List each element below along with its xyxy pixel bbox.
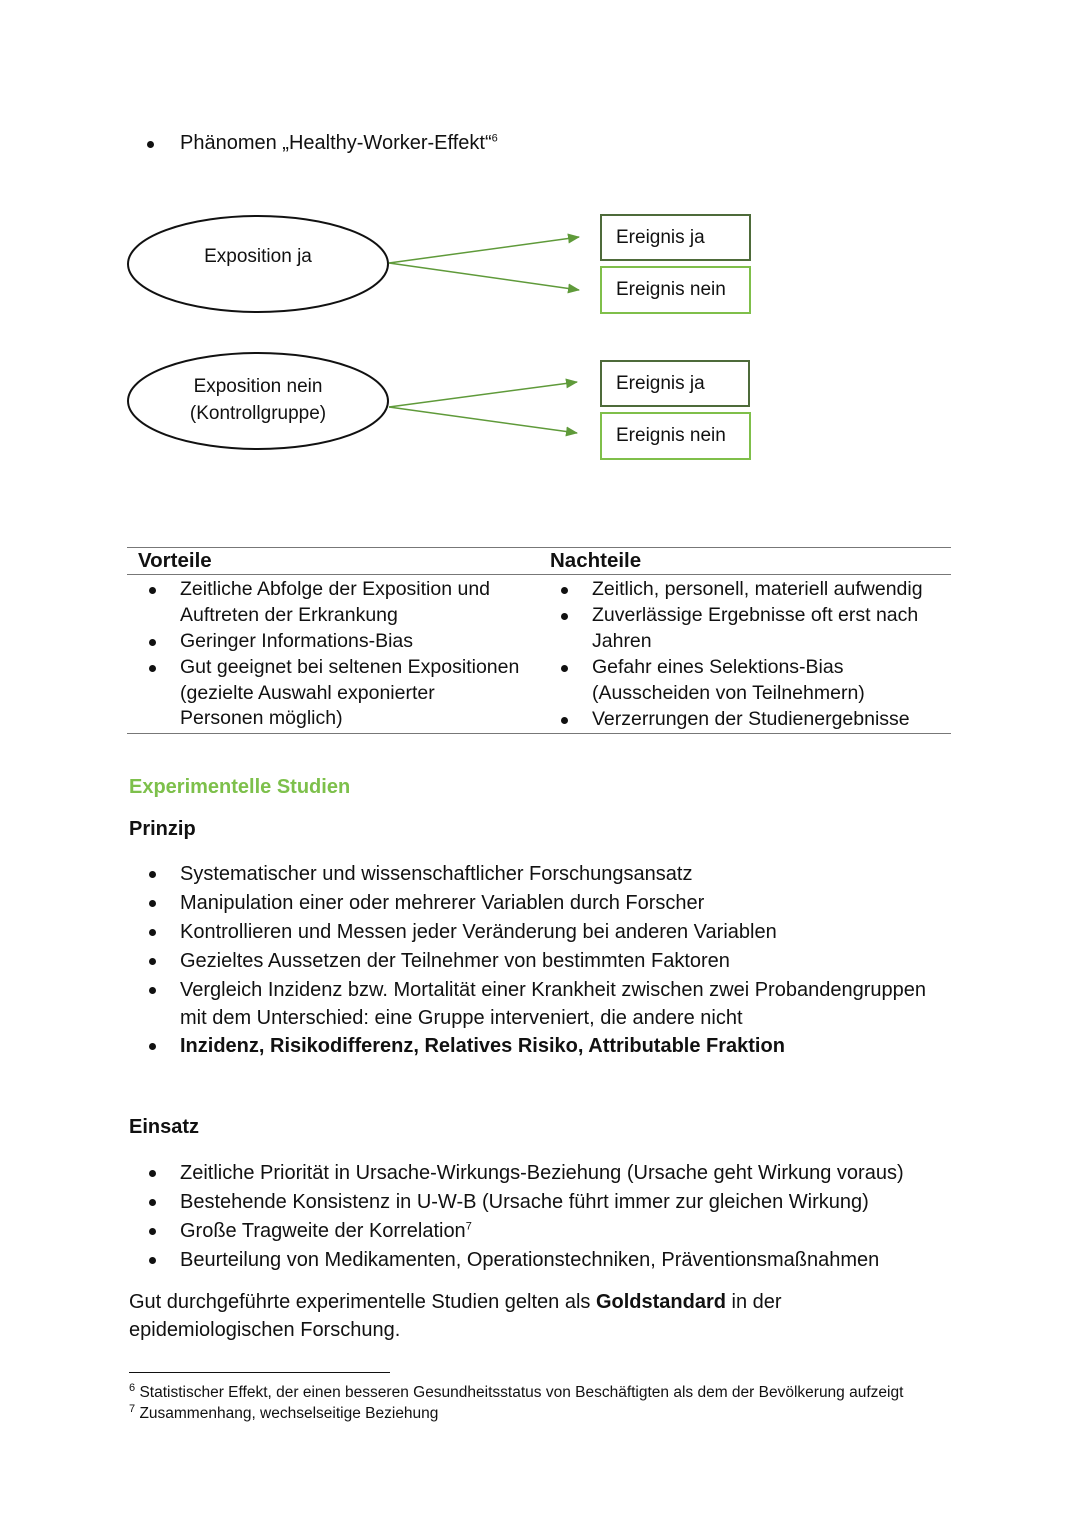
bullet-icon: [149, 987, 156, 994]
einsatz-item: Zeitliche Priorität in Ursache-Wirkungs-Beziehung (Ursache geht Wirkung voraus): [180, 1162, 904, 1184]
bullet-icon: [149, 871, 156, 878]
einsatz-heading: Einsatz: [129, 1116, 200, 1138]
event-yes-box: Ereignis ja: [600, 360, 750, 407]
bullet-icon: [149, 639, 156, 646]
bullet-icon: [149, 1228, 156, 1235]
footnote-separator: [129, 1372, 390, 1373]
nachteil-item: Verzerrungen der Studienergebnisse: [592, 708, 910, 730]
prinzip-item-bold: Inzidenz, Risikodifferenz, Relatives Risiko, Attributable Fraktion: [180, 1035, 785, 1057]
bullet-icon: [561, 665, 568, 672]
arrow-exposure-yes-event-no: [389, 263, 579, 290]
bullet-icon: [149, 1043, 156, 1050]
bullet-icon: [149, 1170, 156, 1177]
einsatz-item: Beurteilung von Medikamenten, Operationstechniken, Präventionsmaßnahmen: [180, 1249, 880, 1271]
bullet-icon: [149, 1257, 156, 1264]
event-yes-box: Ereignis ja: [600, 214, 751, 261]
table-header-vorteile: Vorteile: [138, 549, 212, 572]
arrow-exposure-no-event-no: [389, 407, 577, 433]
bullet-icon: [149, 587, 156, 594]
nachteil-item: Zeitlich, personell, materiell aufwendig: [592, 578, 923, 600]
bullet-icon: [561, 717, 568, 724]
prinzip-item: Gezieltes Aussetzen der Teilnehmer von bestimmten Faktoren: [180, 950, 730, 972]
footnote-ref: 7: [465, 1220, 472, 1233]
event-no-box: Ereignis nein: [600, 412, 751, 460]
prinzip-heading: Prinzip: [129, 818, 196, 840]
bullet-icon: [561, 587, 568, 594]
prinzip-item: Vergleich Inzidenz bzw. Mortalität einer Krankheit zwischen zwei Probandengruppen mit dem Unterschied: eine Gruppe interveniert, die andere nicht: [180, 979, 926, 1029]
einsatz-item: Bestehende Konsistenz in U-W-B (Ursache führt immer zur gleichen Wirkung): [180, 1191, 869, 1213]
footnote-7: $^7$ Zusammenhang, wechselseitige Beziehung: [129, 1402, 439, 1422]
bullet-icon: [149, 665, 156, 672]
prinzip-item: Systematischer und wissenschaftlicher Forschungsansatz: [180, 863, 693, 885]
bullet-icon: [149, 900, 156, 907]
bullet-icon: [561, 613, 568, 620]
bullet-icon: [149, 929, 156, 936]
nachteil-item: Gefahr eines Selektions-Bias (Ausscheiden von Teilnehmern): [592, 656, 865, 704]
goldstandard-emphasis: Goldstandard: [595, 1291, 726, 1313]
arrow-exposure-no-event-yes: [389, 382, 577, 407]
footnote-6: $^6$ Statistischer Effekt, der einen besseren Gesundheitsstatus von Beschäftigten als dem der Bevölkerung aufzeigt: [129, 1381, 904, 1401]
exposure-no-label: Exposition nein (Kontrollgruppe): [189, 376, 327, 424]
event-no-box: Ereignis nein: [600, 266, 751, 314]
vorteil-item: Zeitliche Abfolge der Exposition und Auftreten der Erkrankung: [180, 578, 491, 626]
exposure-yes-label: Exposition ja: [204, 246, 312, 267]
table-bottom-rule: [127, 733, 951, 734]
vorteil-item: Gut geeignet bei seltenen Expositionen (gezielte Auswahl exponierter Personen möglich): [180, 656, 520, 729]
einsatz-item: Große Tragweite der Korrelation$^7$: [180, 1220, 472, 1242]
bullet-icon: [149, 1199, 156, 1206]
table-top-rule: [127, 547, 951, 548]
table-header-rule: [127, 574, 951, 575]
intro-bullet-text: Phänomen „Healthy-Worker-Effekt“: [180, 132, 492, 154]
nachteil-item: Zuverlässige Ergebnisse oft erst nach Jahren: [592, 604, 919, 652]
prinzip-item: Manipulation einer oder mehrerer Variablen durch Forscher: [180, 892, 705, 914]
section-title: Experimentelle Studien: [129, 776, 351, 798]
bullet-icon: [149, 958, 156, 965]
vorteil-item: Geringer Informations-Bias: [180, 630, 414, 652]
table-header-nachteile: Nachteile: [550, 549, 642, 572]
footnote-ref: 6: [491, 132, 498, 145]
prinzip-item: Kontrollieren und Messen jeder Veränderung bei anderen Variablen: [180, 921, 777, 943]
arrow-exposure-yes-event-yes: [389, 237, 579, 263]
conclusion-paragraph: Gut durchgeführte experimentelle Studien gelten als Goldstandard in der epidemiologischen Forschung.: [129, 1291, 782, 1341]
